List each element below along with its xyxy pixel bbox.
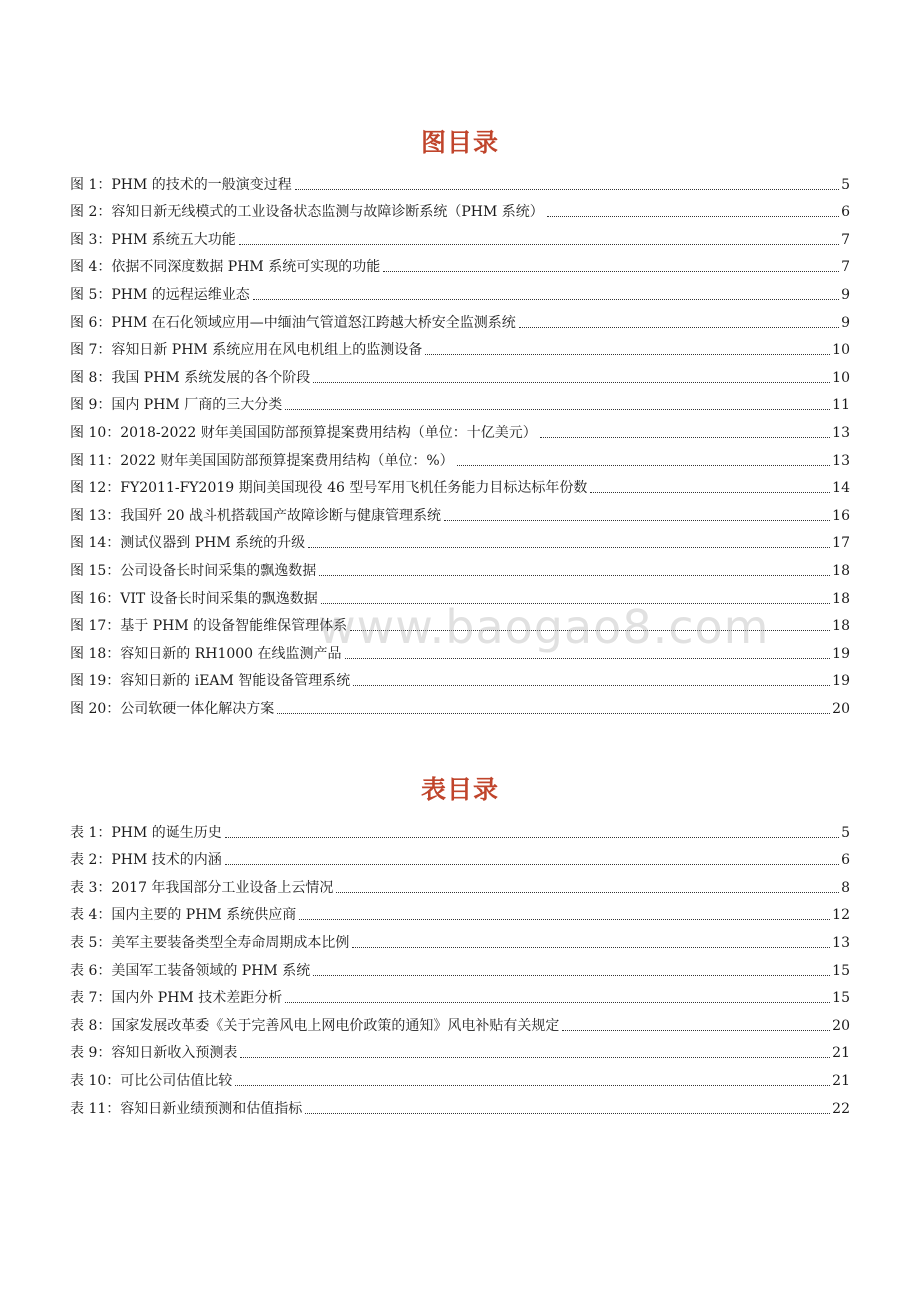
toc-entry-label: 表 11：容知日新业绩预测和估值指标 bbox=[70, 1100, 303, 1117]
toc-entry[interactable] bbox=[70, 443, 850, 471]
dot-leader bbox=[350, 630, 830, 631]
toc-entry-page: 5 bbox=[841, 176, 850, 193]
toc-entry-page: 21 bbox=[832, 1045, 850, 1062]
figure-index-list bbox=[70, 167, 850, 719]
toc-entry[interactable] bbox=[70, 636, 850, 664]
toc-entry[interactable] bbox=[70, 388, 850, 416]
dot-leader bbox=[562, 1030, 830, 1031]
toc-entry-page: 17 bbox=[832, 535, 850, 552]
table-index-list bbox=[70, 815, 850, 1119]
toc-entry-page: 19 bbox=[832, 673, 850, 690]
toc-entry-page: 7 bbox=[841, 259, 850, 276]
toc-entry-label: 表 9：容知日新收入预测表 bbox=[70, 1045, 238, 1062]
toc-entry-page: 9 bbox=[841, 286, 850, 303]
dot-leader bbox=[353, 685, 830, 686]
toc-entry[interactable] bbox=[70, 581, 850, 609]
dot-leader bbox=[299, 919, 830, 920]
toc-entry-page: 18 bbox=[832, 590, 850, 607]
toc-entry-label: 图 16：VIT 设备长时间采集的飘逸数据 bbox=[70, 590, 318, 607]
dot-leader bbox=[383, 271, 839, 272]
toc-entry-page: 14 bbox=[832, 480, 850, 497]
toc-entry-label: 图 18：容知日新的 RH1000 在线监测产品 bbox=[70, 645, 342, 662]
toc-entry-page: 13 bbox=[832, 934, 850, 951]
figure-index-title: 图目录 bbox=[420, 128, 499, 157]
toc-entry-page: 21 bbox=[832, 1072, 850, 1089]
dot-leader bbox=[285, 1002, 830, 1003]
dot-leader bbox=[305, 1113, 830, 1114]
toc-entry[interactable] bbox=[70, 333, 850, 361]
toc-entry[interactable] bbox=[70, 305, 850, 333]
toc-entry-label: 图 4：依据不同深度数据 PHM 系统可实现的功能 bbox=[70, 259, 381, 276]
dot-leader bbox=[519, 327, 839, 328]
toc-entry-page: 7 bbox=[841, 231, 850, 248]
toc-entry-label: 图 11：2022 财年美国国防部预算提案费用结构（单位：%） bbox=[70, 452, 454, 469]
toc-entry-label: 表 10：可比公司估值比较 bbox=[70, 1072, 233, 1089]
dot-leader bbox=[285, 409, 830, 410]
toc-entry-label: 图 5：PHM 的远程运维业态 bbox=[70, 286, 250, 303]
dot-leader bbox=[240, 1057, 830, 1058]
toc-entry-label: 图 10：2018-2022 财年美国国防部预算提案费用结构（单位：十亿美元） bbox=[70, 424, 537, 441]
toc-entry[interactable] bbox=[70, 981, 850, 1009]
dot-leader bbox=[547, 216, 839, 217]
table-index-title: 表目录 bbox=[420, 775, 499, 804]
toc-entry-label: 表 8：国家发展改革委《关于完善风电上网电价政策的通知》风电补贴有关规定 bbox=[70, 1017, 560, 1034]
toc-entry-page: 5 bbox=[841, 824, 850, 841]
toc-entry-label: 图 9：国内 PHM 厂商的三大分类 bbox=[70, 397, 283, 414]
watermark-text: www.baogao8.com bbox=[318, 600, 770, 654]
toc-entry[interactable] bbox=[70, 1063, 850, 1091]
toc-entry[interactable] bbox=[70, 498, 850, 526]
toc-entry[interactable] bbox=[70, 415, 850, 443]
dot-leader bbox=[345, 658, 831, 659]
toc-entry-label: 表 3：2017 年我国部分工业设备上云情况 bbox=[70, 879, 334, 896]
dot-leader bbox=[308, 547, 830, 548]
toc-entry[interactable] bbox=[70, 1036, 850, 1064]
toc-entry[interactable] bbox=[70, 870, 850, 898]
toc-entry-page: 13 bbox=[832, 452, 850, 469]
toc-entry-label: 表 4：国内主要的 PHM 系统供应商 bbox=[70, 907, 297, 924]
toc-entry-label: 图 6：PHM 在石化领域应用—中缅油气管道怒江跨越大桥安全监测系统 bbox=[70, 314, 516, 331]
toc-entry-page: 10 bbox=[832, 342, 850, 359]
toc-entry[interactable] bbox=[70, 222, 850, 250]
toc-entry-page: 6 bbox=[841, 852, 850, 869]
toc-entry-label: 表 2：PHM 技术的内涵 bbox=[70, 852, 222, 869]
toc-entry-page: 19 bbox=[832, 645, 850, 662]
toc-entry[interactable] bbox=[70, 250, 850, 278]
dot-leader bbox=[235, 1085, 830, 1086]
toc-entry[interactable] bbox=[70, 1091, 850, 1119]
toc-entry-page: 6 bbox=[841, 204, 850, 221]
toc-entry-label: 图 3：PHM 系统五大功能 bbox=[70, 231, 236, 248]
toc-entry-label: 图 14：测试仪器到 PHM 系统的升级 bbox=[70, 535, 306, 552]
toc-entry-page: 15 bbox=[832, 962, 850, 979]
toc-entry-page: 20 bbox=[832, 700, 850, 717]
dot-leader bbox=[295, 189, 839, 190]
dot-leader bbox=[336, 892, 839, 893]
dot-leader bbox=[321, 603, 830, 604]
toc-entry[interactable] bbox=[70, 553, 850, 581]
toc-entry-label: 表 5：美军主要装备类型全寿命周期成本比例 bbox=[70, 934, 350, 951]
toc-entry-page: 18 bbox=[832, 562, 850, 579]
toc-entry-page: 16 bbox=[832, 507, 850, 524]
toc-entry-label: 表 6：美国军工装备领域的 PHM 系统 bbox=[70, 962, 311, 979]
toc-entry-page: 22 bbox=[832, 1100, 850, 1117]
toc-entry-label: 图 8：我国 PHM 系统发展的各个阶段 bbox=[70, 369, 311, 386]
toc-entry[interactable] bbox=[70, 1008, 850, 1036]
toc-entry-label: 表 7：国内外 PHM 技术差距分析 bbox=[70, 990, 283, 1007]
toc-entry-page: 11 bbox=[832, 397, 850, 414]
dot-leader bbox=[425, 354, 830, 355]
dot-leader bbox=[313, 382, 830, 383]
toc-entry-label: 表 1：PHM 的诞生历史 bbox=[70, 824, 222, 841]
toc-entry-label: 图 1：PHM 的技术的一般演变过程 bbox=[70, 176, 292, 193]
toc-entry-page: 20 bbox=[832, 1017, 850, 1034]
toc-entry[interactable] bbox=[70, 360, 850, 388]
toc-entry-label: 图 12：FY2011-FY2019 期间美国现役 46 型号军用飞机任务能力目标达标年份数 bbox=[70, 480, 588, 497]
toc-entry[interactable] bbox=[70, 843, 850, 871]
toc-entry[interactable] bbox=[70, 167, 850, 195]
toc-entry-label: 图 2：容知日新无线模式的工业设备状态监测与故障诊断系统（PHM 系统） bbox=[70, 204, 544, 221]
toc-entry-label: 图 15：公司设备长时间采集的飘逸数据 bbox=[70, 562, 317, 579]
toc-entry[interactable] bbox=[70, 471, 850, 499]
dot-leader bbox=[590, 492, 830, 493]
toc-entry[interactable] bbox=[70, 691, 850, 719]
toc-entry[interactable] bbox=[70, 277, 850, 305]
toc-entry-page: 12 bbox=[832, 907, 850, 924]
toc-entry[interactable] bbox=[70, 898, 850, 926]
dot-leader bbox=[225, 837, 839, 838]
toc-entry-label: 图 19：容知日新的 iEAM 智能设备管理系统 bbox=[70, 673, 351, 690]
toc-entry-label: 图 20：公司软硬一体化解决方案 bbox=[70, 700, 275, 717]
toc-entry-label: 图 7：容知日新 PHM 系统应用在风电机组上的监测设备 bbox=[70, 342, 423, 359]
dot-leader bbox=[540, 437, 830, 438]
dot-leader bbox=[225, 864, 839, 865]
toc-entry-page: 13 bbox=[832, 424, 850, 441]
toc-entry-page: 8 bbox=[841, 879, 850, 896]
dot-leader bbox=[444, 520, 830, 521]
dot-leader bbox=[239, 244, 839, 245]
toc-entry-page: 10 bbox=[832, 369, 850, 386]
toc-entry-label: 图 13：我国歼 20 战斗机搭载国产故障诊断与健康管理系统 bbox=[70, 507, 441, 524]
dot-leader bbox=[319, 575, 830, 576]
dot-leader bbox=[277, 713, 830, 714]
toc-entry[interactable] bbox=[70, 953, 850, 981]
toc-entry-label: 图 17：基于 PHM 的设备智能维保管理体系 bbox=[70, 618, 348, 635]
dot-leader bbox=[313, 975, 830, 976]
toc-entry[interactable] bbox=[70, 195, 850, 223]
dot-leader bbox=[352, 947, 830, 948]
toc-entry-page: 18 bbox=[832, 618, 850, 635]
toc-entry-page: 9 bbox=[841, 314, 850, 331]
dot-leader bbox=[253, 299, 839, 300]
toc-entry[interactable] bbox=[70, 925, 850, 953]
toc-entry[interactable] bbox=[70, 609, 850, 637]
toc-entry[interactable] bbox=[70, 815, 850, 843]
toc-entry[interactable] bbox=[70, 664, 850, 692]
toc-entry-page: 15 bbox=[832, 990, 850, 1007]
dot-leader bbox=[457, 465, 831, 466]
toc-entry[interactable] bbox=[70, 526, 850, 554]
